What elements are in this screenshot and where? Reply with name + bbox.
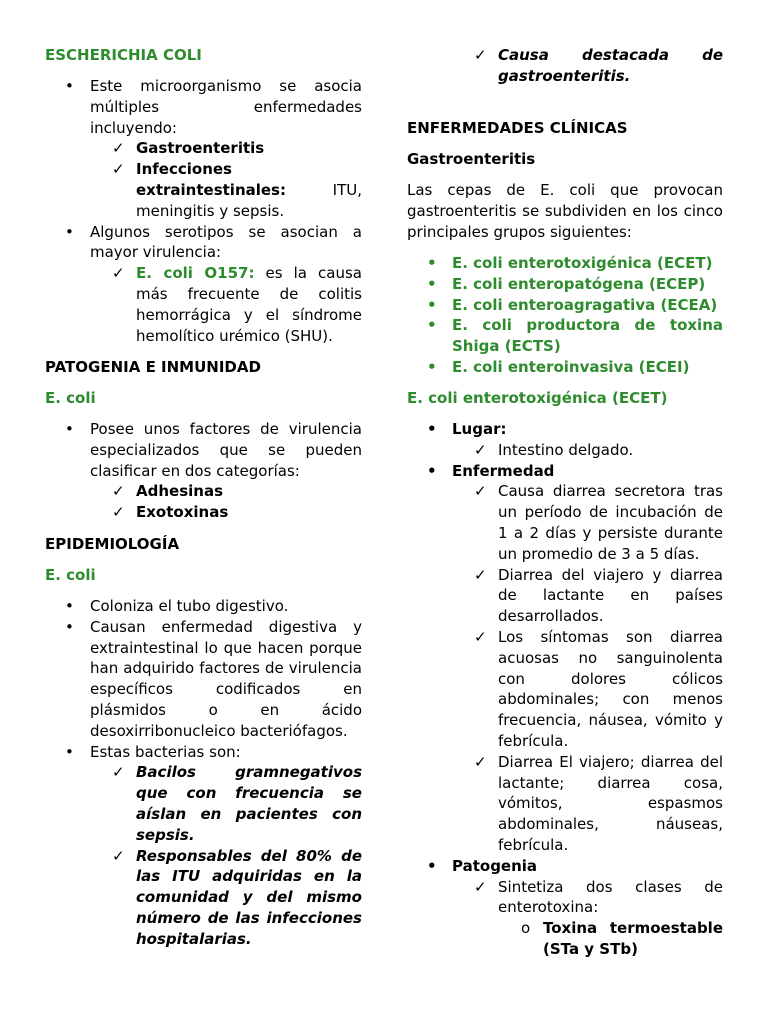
- list-item: • Algunos serotipos se asocian a mayor virulencia:: [65, 222, 362, 262]
- bullet-icon: •: [427, 295, 437, 314]
- bullet-icon: •: [427, 856, 437, 875]
- list-item: • Patogenia: [427, 856, 538, 875]
- check-icon: ✓: [474, 752, 487, 771]
- ecet-heading: E. coli enterotoxigénica (ECET): [407, 389, 668, 407]
- list-item: • Causan enfermedad digestiva y extraintestinal lo que hacen porque han adquirido factores de virulencia específicos codificados en plásmidos o en ácido desoxirribonucleico bacteriófagos.: [65, 617, 362, 740]
- check-icon: ✓: [112, 763, 125, 782]
- bullet-icon: •: [427, 420, 437, 438]
- check-icon: ✓: [112, 503, 125, 522]
- cepas-paragraph: Las cepas de E. coli que provocan gastroenteritis se subdividen en los cinco principales grupos siguientes:: [407, 181, 723, 241]
- ecet-list: [407, 419, 723, 960]
- list-item: ✓ Intestino delgado.: [474, 440, 634, 459]
- list-item: ✓ Diarrea El viajero; diarrea del lactante; diarrea cosa, vómitos, espasmos abdominales, náuseas, febrícula.: [474, 752, 723, 854]
- list-item: ✓ E. coli O157: es la causa más frecuente de colitis hemorrágica y el síndrome hemolítico urémico (SHU).: [112, 264, 362, 345]
- list-item: ✓ Sintetiza dos clases de enterotoxina:: [474, 877, 723, 917]
- check-icon: ✓: [112, 160, 125, 179]
- bullet-icon: •: [65, 222, 74, 241]
- list-item: • Posee unos factores de virulencia especializados que se pueden clasificar en dos categorías:: [65, 420, 362, 480]
- check-icon: ✓: [474, 877, 487, 896]
- epidemiologia-list: [45, 596, 362, 950]
- bullet-icon: •: [65, 617, 74, 636]
- list-item: ✓ Exotoxinas: [112, 503, 229, 522]
- check-icon: ✓: [474, 565, 487, 584]
- grupos-list: [407, 253, 723, 378]
- list-item: • E. coli enterotoxigénica (ECET): [427, 254, 713, 272]
- list-item: • Estas bacterias son:: [65, 742, 241, 761]
- bullet-icon: •: [427, 357, 437, 376]
- list-item: • E. coli enteroinvasiva (ECEI): [427, 357, 690, 376]
- bullet-icon: •: [65, 77, 74, 95]
- list-item: • E. coli productora de toxina Shiga (ECTS): [427, 316, 723, 356]
- list-item: • E. coli enteroagragativa (ECEA): [427, 295, 718, 314]
- list-item: o Toxina termoestable (STa y STb): [521, 919, 723, 958]
- escherichia-coli-heading: ESCHERICHIA COLI: [45, 46, 202, 64]
- patogenia-list: [45, 419, 362, 523]
- patogenia-subheading: E. coli: [45, 389, 96, 407]
- list-item: ✓ Diarrea del viajero y diarrea de lactante en países desarrollados.: [474, 565, 723, 626]
- bullet-icon: •: [427, 254, 437, 272]
- list-item: ✓ Los síntomas son diarrea acuosas no sanguinolenta con dolores cólicos abdominales; con menos frecuencia, náusea, vómito y febrícula.: [474, 627, 723, 750]
- bullet-icon: •: [65, 742, 74, 761]
- list-item: • Lugar:: [427, 420, 507, 438]
- enfermedades-heading: ENFERMEDADES CLÍNICAS: [407, 119, 628, 137]
- list-item: ✓ Gastroenteritis: [112, 139, 265, 158]
- bullet-icon: •: [427, 316, 437, 335]
- list-item: • Enfermedad: [427, 461, 555, 480]
- list-item: • Coloniza el tubo digestivo.: [65, 597, 289, 615]
- check-icon: ✓: [474, 482, 487, 501]
- causa-list: [407, 45, 723, 87]
- list-item: ✓ Responsables del 80% de las ITU adquiridas en la comunidad y del mismo número de las infecciones hospitalarias.: [112, 846, 362, 948]
- gastroenteritis-subheading: Gastroenteritis: [407, 150, 536, 168]
- epidemiologia-subheading: E. coli: [45, 566, 96, 584]
- check-icon: ✓: [112, 139, 125, 158]
- patogenia-heading: PATOGENIA E INMUNIDAD: [45, 358, 261, 376]
- list-item: • E. coli enteropatógena (ECEP): [427, 274, 706, 293]
- check-icon: ✓: [112, 846, 125, 865]
- check-icon: ✓: [474, 440, 487, 459]
- bullet-icon: •: [427, 274, 437, 293]
- epidemiologia-heading: EPIDEMIOLOGÍA: [45, 535, 180, 553]
- check-icon: ✓: [112, 482, 125, 501]
- bullet-icon: •: [65, 597, 74, 615]
- list-item: • Este microorganismo se asocia múltiples enfermedades incluyendo:: [65, 77, 362, 137]
- list-item: ✓ Bacilos gramnegativos que con frecuencia se aíslan en pacientes con sepsis.: [112, 763, 362, 844]
- circle-icon: o: [521, 919, 531, 938]
- list-item: ✓ Infecciones extraintestinales: ITU, meningitis y sepsis.: [112, 160, 362, 220]
- list-item: ✓ Adhesinas: [112, 482, 223, 501]
- bullet-icon: •: [65, 420, 74, 438]
- list-item: ✓ Causa destacada de gastroenteritis.: [474, 46, 723, 85]
- list-item: ✓ Causa diarrea secretora tras un período de incubación de 1 a 2 días y persiste durante un promedio de 3 a 5 días.: [474, 482, 723, 563]
- check-icon: ✓: [112, 264, 125, 283]
- check-icon: ✓: [474, 46, 487, 64]
- bullet-icon: •: [427, 461, 437, 480]
- ecoli-list: [45, 76, 362, 346]
- check-icon: ✓: [474, 627, 487, 646]
